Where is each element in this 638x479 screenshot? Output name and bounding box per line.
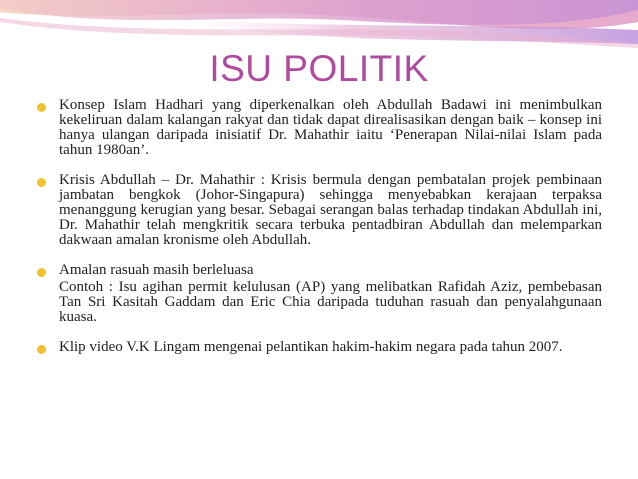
bullet-subtext: Contoh : Isu agihan permit kelulusan (AP) yang melibatkan Rafidah Aziz, pembebasan Tan Sri Kasitah Gaddam dan Eric Chia daripada tuduhan rasuah dan penyalahgunaan kuasa. [59,279,602,325]
bullet-text: Krisis Abdullah – Dr. Mahathir : Krisis bermula dengan pembatalan projek pembinaan jambatan bengkok (Johor-Singapura) sehingga menyebabkan kerajaan terpaksa menanggung kerugian yang besar. Sebagai serangan balas terhadap tindakan Abdullah ini, Dr. Mahathir telah mengkritik secara terbuka pentadbiran Abdullah dan melemparkan dakwaan amalan kronisme oleh Abdullah. [59,172,602,248]
bullet-text: Klip video V.K Lingam mengenai pelantikan hakim-hakim negara pada tahun 2007. [59,339,563,355]
bullet-item [34,98,602,158]
bullet-dot-icon [37,178,46,187]
bullet-item [34,173,602,248]
bullet-item [34,340,602,355]
bullet-list [34,98,602,370]
bullet-dot-icon [37,345,46,354]
bullet-dot-icon [37,103,46,112]
slide-title: ISU POLITIK [209,48,429,89]
bullet-text: Konsep Islam Hadhari yang diperkenalkan oleh Abdullah Badawi ini menimbulkan kekeliruan dalam kalangan rakyat dan tidak dapat direalisasikan dengan baik – konsep ini hanya ulangan daripada inisiatif Dr. Mahathir iaitu ‘Penerapan Nilai-nilai Islam pada tahun 1980an’. [59,97,602,158]
bullet-dot-icon [37,268,46,277]
bullet-item [34,263,602,325]
bullet-text: Amalan rasuah masih berleluasa [59,262,254,278]
